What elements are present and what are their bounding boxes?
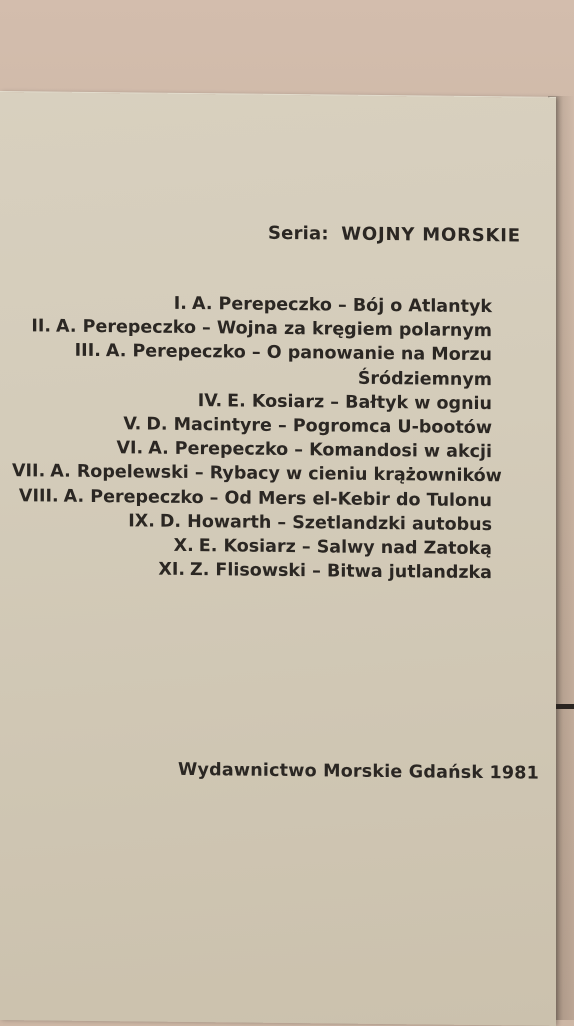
list-item-text: A. Perepeczko – O panowanie na Morzu: [105, 341, 492, 366]
series-name: WOJNY MORSKIE: [341, 223, 521, 247]
page-edge-mark: [556, 704, 574, 709]
list-item-number: XI.: [158, 559, 185, 581]
list-item-text: A. Perepeczko – Komandosi w akcji: [148, 438, 492, 463]
list-item-text: D. Howarth – Szetlandzki autobus: [159, 511, 492, 535]
list-item-number: X.: [173, 535, 194, 557]
list-item-text: A. Perepeczko – Od Mers el-Kebir do Tulonu: [63, 486, 492, 511]
list-item-number: VI.: [116, 438, 144, 459]
list-item-text: D. Macintyre – Pogromca U-bootów: [146, 414, 492, 439]
list-item-number: IX.: [128, 511, 155, 532]
publisher-imprint: Wydawnictwo Morskie Gdańsk 1981: [178, 759, 539, 784]
list-item-text: A. Perepeczko – Bój o Atlantyk: [191, 294, 492, 318]
list-item-number: I.: [173, 293, 187, 314]
list-item: [12, 339, 492, 368]
list-item-text: A. Perepeczko – Wojna za kręgiem polarnym: [56, 316, 492, 342]
list-item: [12, 556, 492, 585]
list-item-number: V.: [123, 414, 142, 435]
list-item-number: VIII.: [18, 485, 59, 507]
series-heading: [268, 223, 521, 247]
list-item-text: E. Kosiarz – Bałtyk w ogniu: [227, 391, 492, 414]
list-item-number: III.: [74, 341, 101, 362]
list-item-text: Śródziemnym: [357, 368, 492, 390]
list-item-number: II.: [31, 316, 52, 337]
series-label: Seria:: [268, 222, 329, 245]
list-item-number: VII.: [12, 461, 46, 482]
list-item-text: A. Ropelewski – Rybacy w cieniu krążowników: [50, 461, 502, 487]
list-item-text: Z. Flisowski – Bitwa jutlandzka: [190, 560, 492, 584]
series-title-list: [12, 290, 502, 585]
list-item-number: IV.: [197, 390, 223, 412]
list-item-text: E. Kosiarz – Salwy nad Zatoką: [198, 536, 492, 560]
list-item: [12, 484, 492, 513]
book-page: [0, 92, 556, 1026]
